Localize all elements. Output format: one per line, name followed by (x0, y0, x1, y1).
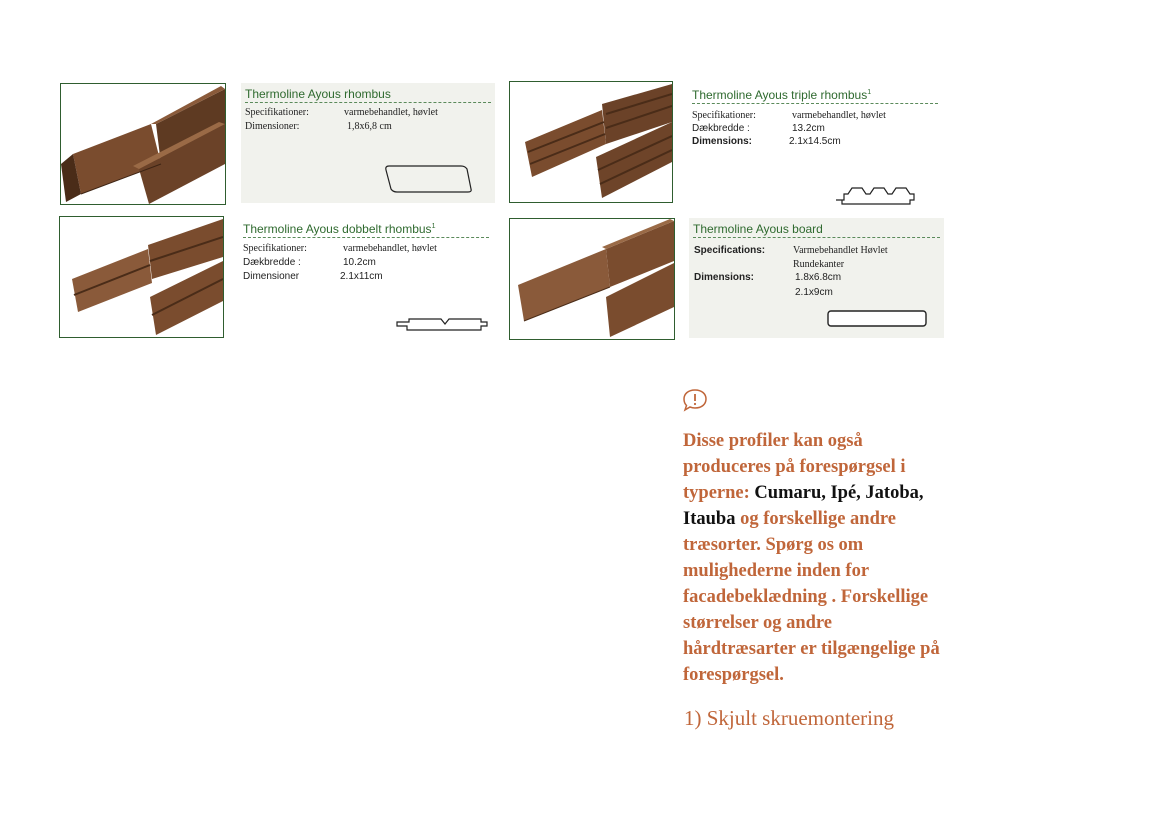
info-speech-bubble-icon (682, 388, 708, 412)
spec-label: Dækbredde : (692, 123, 750, 134)
product-photo-dobbelt-rhombus (59, 216, 224, 338)
product-photo-board (509, 218, 675, 340)
triple-rhombus-profile-drawing (834, 184, 918, 206)
product-card-dobbelt-rhombus (239, 218, 493, 338)
notice-text-intro: Disse profiler kan også produceres på forespørgsel i typerne: (683, 431, 906, 503)
availability-notice (683, 428, 943, 688)
product-title: Thermoline Ayous rhombus (245, 87, 491, 103)
wood-boards-image (61, 84, 225, 204)
spec-value: 1,8x6,8 cm (347, 121, 392, 132)
spec-label: Dimensioner (243, 271, 300, 282)
spec-label: Dimensions: (692, 136, 753, 147)
product-title: Thermoline Ayous board (693, 222, 940, 238)
product-title: Thermoline Ayous triple rhombus$^1$ (692, 88, 938, 104)
wood-boards-image (510, 219, 674, 339)
spec-value: 2.1x14.5cm (789, 136, 841, 147)
spec-label: Dækbredde : (243, 257, 301, 268)
wood-boards-image (60, 217, 223, 337)
spec-value: 2.1x9cm (795, 287, 833, 298)
notice-text-rest: og forskellige andre træsorter. Spørg os om mulighederne inden for facadebeklædning . Forskellige størrelser og andre hårdtræsarter er tilgængelige på forespørgsel. (683, 509, 940, 685)
footnote-hidden-screw: 1) Skjult skruemontering (684, 706, 894, 730)
spec-value: varmebehandlet, høvlet (343, 243, 437, 254)
dobbelt-rhombus-profile-drawing (395, 316, 489, 334)
product-card-board (689, 218, 944, 338)
spec-label: Specifications: (694, 245, 766, 256)
spec-value: 1.8x6.8cm (795, 272, 842, 283)
product-card-rhombus (241, 83, 495, 203)
spec-value: varmebehandlet, høvlet (344, 107, 438, 118)
spec-label: Dimensioner: (245, 121, 300, 132)
rhombus-profile-drawing (383, 163, 475, 195)
spec-label: Specifikationer: (245, 107, 309, 118)
product-photo-rhombus (60, 83, 226, 205)
notice-wood-types: Cumaru, Ipé, Jatoba, Itauba (683, 483, 924, 529)
spec-value: Varmebehandlet Høvlet (793, 245, 888, 256)
spec-value: 13.2cm (792, 123, 825, 134)
footnote-marker: 1 (867, 89, 872, 96)
spec-value: varmebehandlet, høvlet (792, 110, 886, 121)
footnote-marker: 1 (431, 223, 436, 230)
spec-value: Rundekanter (793, 259, 845, 270)
product-title: Thermoline Ayous dobbelt rhombus$^1$ (243, 222, 489, 238)
spec-label: Specifikationer: (692, 110, 756, 121)
wood-boards-image (510, 82, 672, 202)
spec-label: Dimensions: (694, 272, 755, 283)
board-profile-drawing (825, 308, 929, 330)
product-photo-triple-rhombus (509, 81, 673, 203)
spec-label: Specifikationer: (243, 243, 307, 254)
spec-value: 10.2cm (343, 257, 376, 268)
product-card-triple-rhombus (688, 84, 942, 204)
spec-value: 2.1x11cm (340, 271, 383, 282)
